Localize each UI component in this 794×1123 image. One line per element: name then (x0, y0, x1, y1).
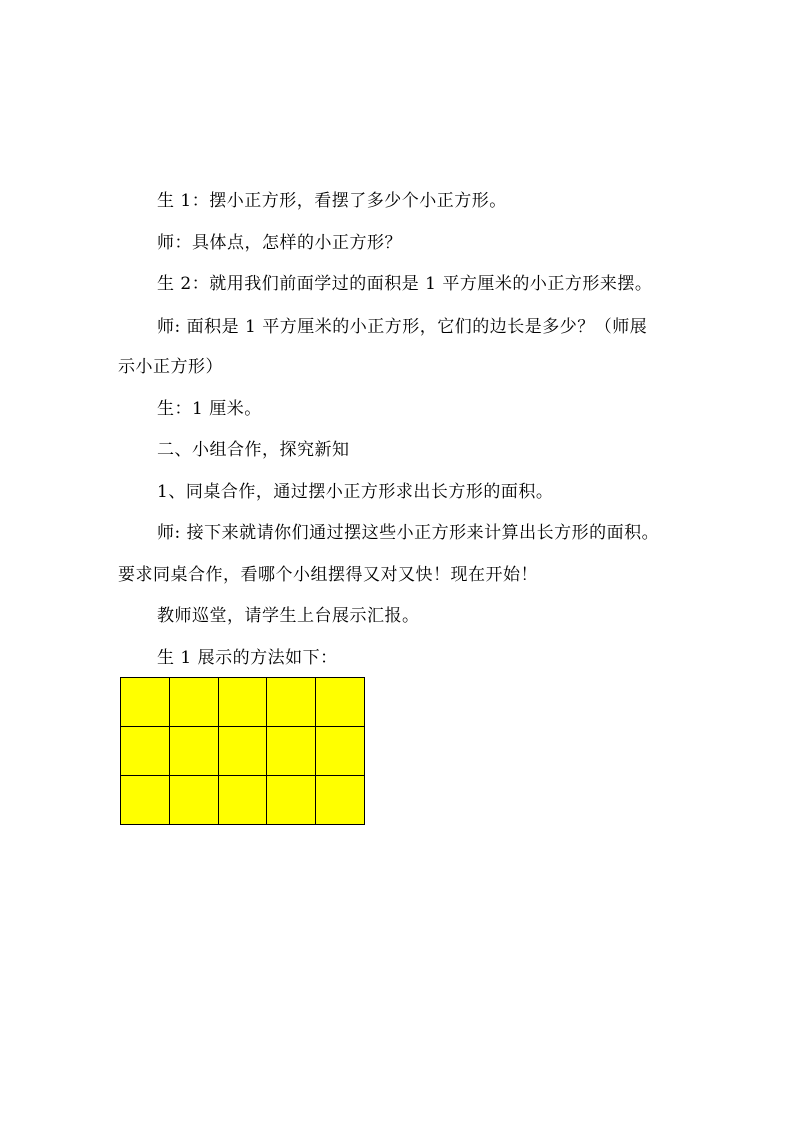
paragraph-teacher-side-length: 师: 面积是 1 平方厘米的小正方形，它们的边长是多少？（师展 (157, 317, 648, 337)
unit-square (219, 776, 268, 825)
paragraph-teacher-instruction-cont: 要求同桌合作，看哪个小组摆得又对又快！现在开始！ (118, 565, 538, 585)
unit-square (170, 727, 219, 776)
paragraph-teacher-instruction: 师: 接下来就请你们通过摆这些小正方形来计算出长方形的面积。 (157, 523, 660, 543)
paragraph-pair-work: 1、同桌合作，通过摆小正方形求出长方形的面积。 (157, 482, 554, 502)
paragraph-teacher-circulates: 教师巡堂，请学生上台展示汇报。 (157, 606, 420, 626)
unit-square (121, 678, 170, 727)
unit-square (267, 727, 316, 776)
paragraph-student1-method: 生 1 展示的方法如下： (157, 648, 338, 668)
unit-square (316, 678, 365, 727)
paragraph-teacher-side-length-cont: 示小正方形） (118, 357, 223, 377)
paragraph-student1-answer: 生 1：摆小正方形，看摆了多少个小正方形。 (157, 191, 507, 211)
unit-square (121, 727, 170, 776)
unit-square-grid-figure (120, 677, 365, 825)
unit-square (316, 727, 365, 776)
unit-square (170, 678, 219, 727)
paragraph-teacher-question: 师：具体点，怎样的小正方形？ (157, 233, 402, 253)
unit-square (267, 678, 316, 727)
unit-square (219, 727, 268, 776)
unit-square (316, 776, 365, 825)
unit-square (170, 776, 219, 825)
unit-square (121, 776, 170, 825)
paragraph-student-1cm: 生：1 厘米。 (157, 399, 262, 419)
unit-square (219, 678, 268, 727)
paragraph-student2-answer: 生 2：就用我们前面学过的面积是 1 平方厘米的小正方形来摆。 (157, 274, 653, 294)
section-heading-group-work: 二、小组合作，探究新知 (157, 440, 350, 460)
unit-square (267, 776, 316, 825)
